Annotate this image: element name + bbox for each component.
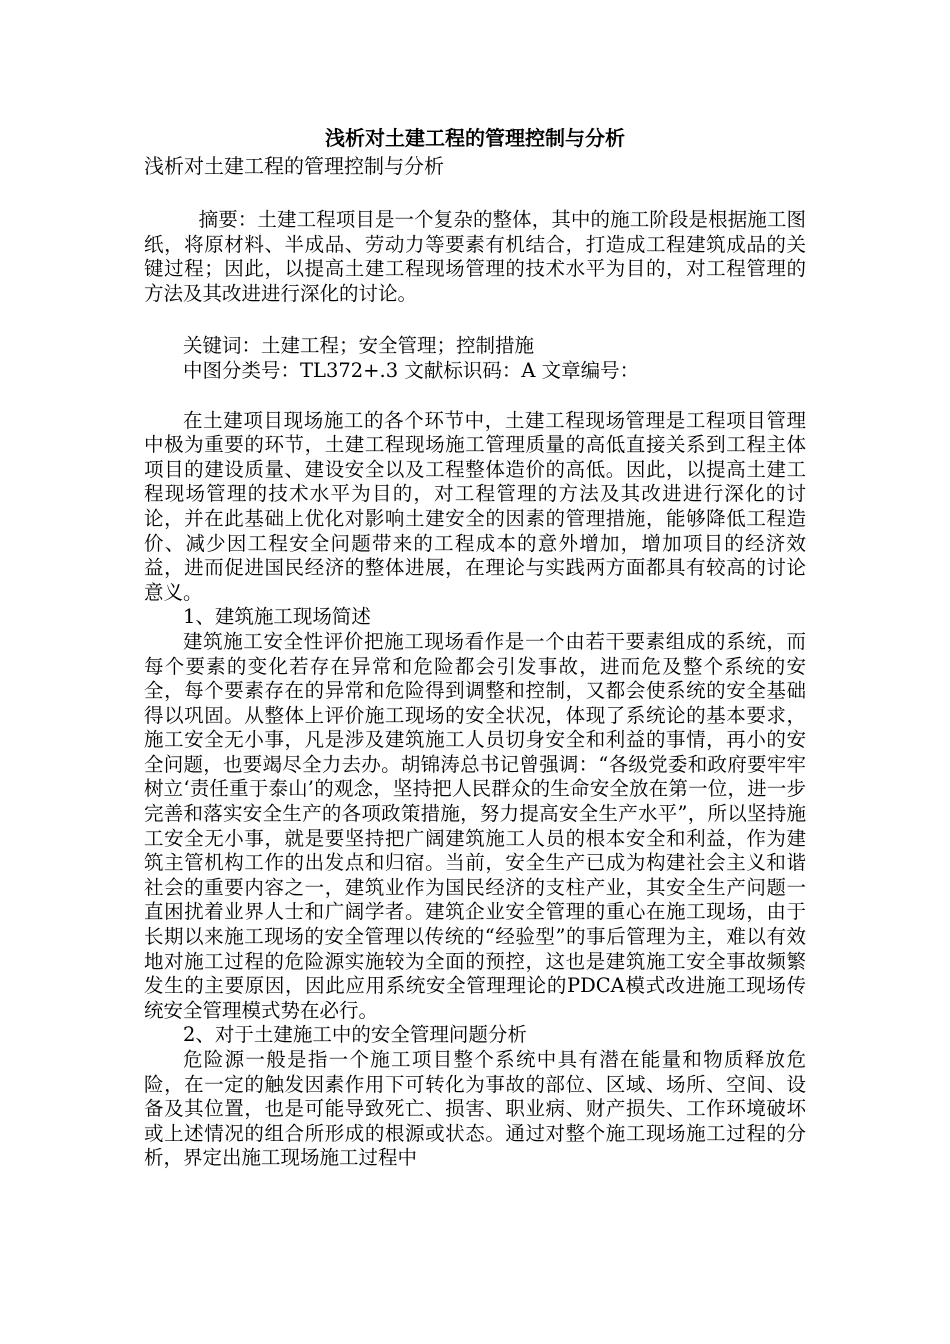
document-title: 浅析对土建工程的管理控制与分析: [325, 126, 625, 150]
classification-line: 中图分类号：TL372+.3 文献标识码：A 文章编号：: [183, 358, 640, 382]
section1-heading: 1、建筑施工现场简述: [183, 605, 371, 629]
intro-paragraph: 在土建项目现场施工的各个环节中，土建工程现场管理是工程项目管理中极为重要的环节，土建工程现场施工管理质量的高低直接关系到工程主体项目的建设质量、建设安全以及工程整体造价的高低。因此，以提高土建工程现场管理的技术水平为目的，对工程管理的方法及其改进进行深化的讨论，并在此基础上优化对影响土建安全的因素的管理措施，能够降低工程造价、减少因工程安全问题带来的工程成本的意外增加，增加项目的经济效益，进而促进国民经济的整体进展，在理论与实践两方面都具有较高的讨论意义。: [144, 408, 806, 604]
keywords-line: 关键词：土建工程；安全管理；控制措施: [183, 334, 535, 358]
document-subtitle: 浅析对土建工程的管理控制与分析: [144, 154, 444, 178]
section1-paragraph: 建筑施工安全性评价把施工现场看作是一个由若干要素组成的系统，而每个要素的变化若存在异常和危险都会引发事故，进而危及整个系统的安全，每个要素存在的异常和危险得到调整和控制，又都会使系统的安全基础得以巩固。从整体上评价施工现场的安全状况，体现了系统论的基本要求，施工安全无小事，凡是涉及建筑施工人员切身安全和利益的事情，再小的安全问题，也要竭尽全力去办。胡锦涛总书记曾强调：“各级党委和政府要牢牢树立‘责任重于泰山’的观念，坚持把人民群众的生命安全放在第一位，进一步完善和落实安全生产的各项政策措施，努力提高安全生产水平”，所以坚持施工安全无小事，就是要坚持把广阔建筑施工人员的根本安全和利益，作为建筑主管机构工作的出发点和归宿。当前，安全生产已成为构建社会主义和谐社会的重要内容之一，建筑业作为国民经济的支柱产业，其安全生产问题一直困扰着业界人士和广阔学者。建筑企业安全管理的重心在施工现场，由于长期以来施工现场的安全管理以传统的“经验型”的事后管理为主，难以有效地对施工过程的危险源实施较为全面的预控，这也是建筑施工安全事故频繁发生的主要原因，因此应用系统安全管理理论的PDCA模式改进施工现场传统安全管理模式势在必行。: [144, 629, 806, 1022]
section2-heading: 2、对于土建施工中的安全管理问题分析: [183, 1023, 527, 1047]
section2-paragraph: 危险源一般是指一个施工项目整个系统中具有潜在能量和物质释放危险，在一定的触发因素作用下可转化为事故的部位、区域、场所、空间、设备及其位置，也是可能导致死亡、损害、职业病、财产损失、工作环境破坏或上述情况的组合所形成的根源或状态。通过对整个施工现场施工过程的分析，界定出施工现场施工过程中: [144, 1048, 806, 1170]
document-page: [144, 124, 806, 1171]
abstract-paragraph: 摘要：土建工程项目是一个复杂的整体，其中的施工阶段是根据施工图纸，将原材料、半成品、劳动力等要素有机结合，打造成工程建筑成品的关键过程；因此，以提高土建工程现场管理的技术水平为目的，对工程管理的方法及其改进进行深化的讨论。: [144, 208, 806, 305]
